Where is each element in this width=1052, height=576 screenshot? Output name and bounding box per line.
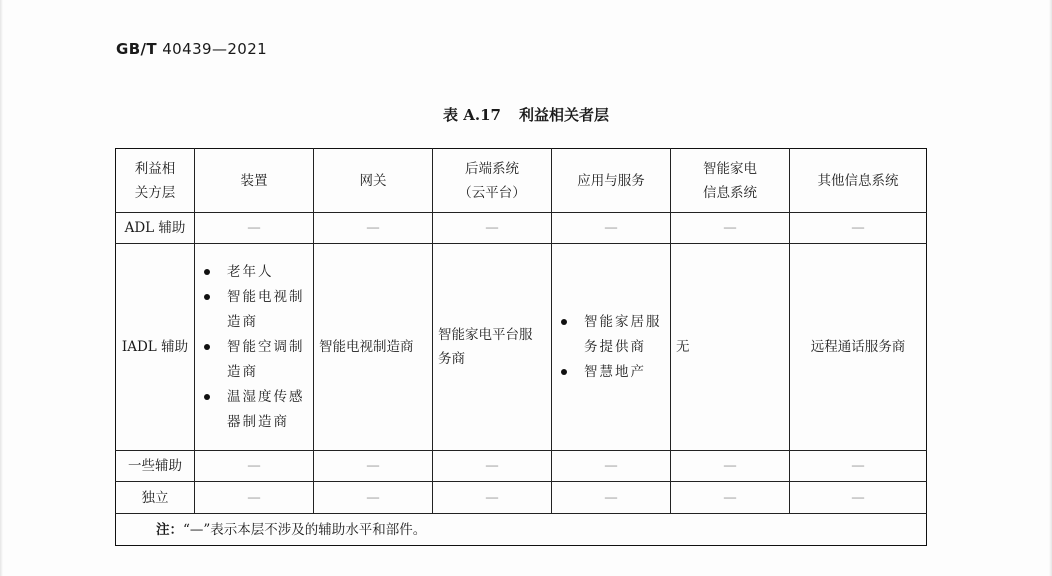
list-item: 老年人 <box>199 260 307 285</box>
row-label: IADL 辅助 <box>116 244 195 451</box>
table-cell-backend: 智能家电平台服 务商 <box>433 244 552 451</box>
table-cell-dash: — <box>790 482 927 514</box>
table-row-independent <box>116 482 927 514</box>
standard-code <box>116 40 267 58</box>
table-row-some <box>116 451 927 482</box>
standard-prefix: GB/T <box>116 40 158 58</box>
table-cell-other: 远程通话服务商 <box>790 244 927 451</box>
row-label: 一些辅助 <box>116 451 195 482</box>
table-cell-dash: — <box>314 482 433 514</box>
table-cell-dash: — <box>552 213 671 244</box>
table-cell-dash: — <box>314 451 433 482</box>
table-row-iadl <box>116 244 927 451</box>
table-note-row <box>116 514 927 546</box>
page-edge-left <box>0 0 3 576</box>
table-cell-dash: — <box>671 482 790 514</box>
app-bullet-list <box>552 310 670 385</box>
table-cell-dash: — <box>790 451 927 482</box>
list-item: 智能家居服 务提供商 <box>556 310 664 360</box>
header-cell-gateway: 网关 <box>314 149 433 213</box>
table-cell-appliance: 无 <box>671 244 790 451</box>
table-number: 表 A.17 <box>443 106 501 124</box>
table-cell-dash: — <box>790 213 927 244</box>
table-row-adl <box>116 213 927 244</box>
table-cell-dash: — <box>433 482 552 514</box>
table-cell-dash: — <box>195 451 314 482</box>
table-caption <box>0 104 1052 125</box>
list-item: 智能电视制 造商 <box>199 285 307 335</box>
table-note <box>116 514 927 546</box>
list-item: 智慧地产 <box>556 360 664 385</box>
table-cell-dash: — <box>671 213 790 244</box>
header-cell-app-service: 应用与服务 <box>552 149 671 213</box>
table-cell-gateway: 智能电视制造商 <box>314 244 433 451</box>
list-item: 智能空调制 造商 <box>199 335 307 385</box>
table-title: 利益相关者层 <box>518 106 609 124</box>
stakeholder-table <box>115 148 927 546</box>
device-bullet-list <box>195 260 313 435</box>
note-text: “—”表示本层不涉及的辅助水平和部件。 <box>183 521 427 538</box>
header-cell-appliance-info: 智能家电 信息系统 <box>671 149 790 213</box>
header-cell-device: 装置 <box>195 149 314 213</box>
table-cell-app-list <box>552 244 671 451</box>
standard-number: 40439—2021 <box>162 40 268 58</box>
table-cell-device-list <box>195 244 314 451</box>
table-cell-dash: — <box>195 482 314 514</box>
header-cell-other-info: 其他信息系统 <box>790 149 927 213</box>
table-cell-dash: — <box>552 482 671 514</box>
table-cell-dash: — <box>433 213 552 244</box>
row-label: ADL 辅助 <box>116 213 195 244</box>
table-cell-dash: — <box>671 451 790 482</box>
row-label: 独立 <box>116 482 195 514</box>
header-cell-backend: 后端系统 （云平台） <box>433 149 552 213</box>
header-cell-layer: 利益相 关方层 <box>116 149 195 213</box>
note-label: 注： <box>156 521 183 538</box>
table-cell-dash: — <box>552 451 671 482</box>
table-cell-dash: — <box>195 213 314 244</box>
table-cell-dash: — <box>314 213 433 244</box>
list-item: 温湿度传感 器制造商 <box>199 385 307 435</box>
table-cell-dash: — <box>433 451 552 482</box>
header-row <box>116 149 927 213</box>
